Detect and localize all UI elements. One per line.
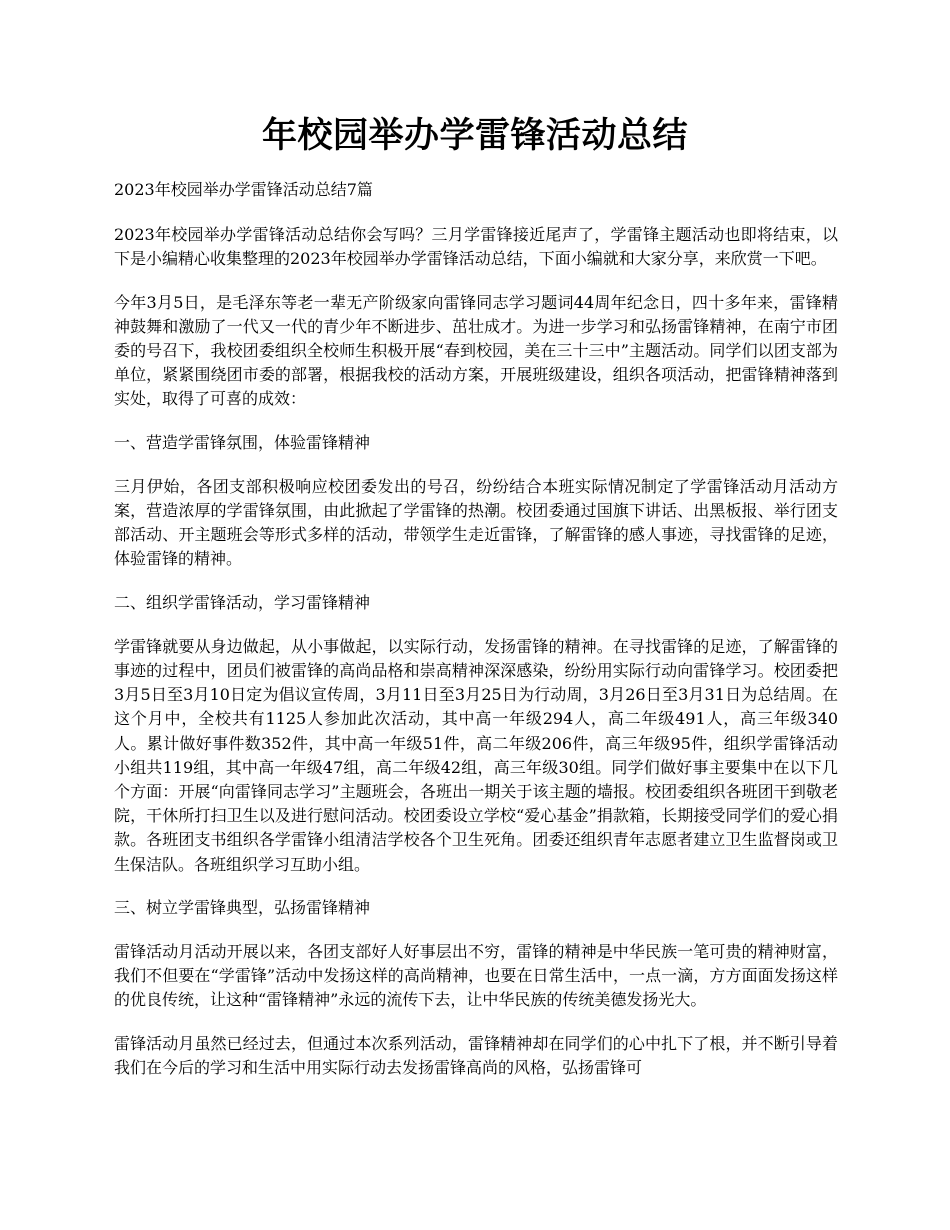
section-body-3: 雷锋活动月活动开展以来，各团支部好人好事层出不穷，雷锋的精神是中华民族一笔可贵的精神财富，我们不但要在“学雷锋”活动中发扬这样的高尚精神，也要在日常生活中，一点一滴，方方面面发扬这样的优良传统，让这种“雷锋精神”永远的流传下去，让中华民族的传统美德发扬光大。 (114, 942, 838, 1010)
document-body (114, 178, 838, 1099)
section-heading-2: 二、组织学雷锋活动，学习雷锋精神 (114, 592, 371, 612)
closing-paragraph: 雷锋活动月虽然已经过去，但通过本次系列活动，雷锋精神却在同学们的心中扎下了根，并不断引导着我们在今后的学习和生活中用实际行动去发扬雷锋高尚的风格，弘扬雷锋可 (114, 1033, 838, 1077)
section-body-1: 三月伊始，各团支部积极响应校团委发出的号召，纷纷结合本班实际情况制定了学雷锋活动月活动方案，营造浓厚的学雷锋氛围，由此掀起了学雷锋的热潮。校团委通过国旗下讲话、出黑板报、举行团支部活动、开主题班会等形式多样的活动，带领学生走近雷锋，了解雷锋的感人事迹，寻找雷锋的足迹，体验雷锋的精神。 (114, 476, 838, 569)
opening-paragraph: 今年3月5日，是毛泽东等老一辈无产阶级家向雷锋同志学习题词44周年纪念日，四十多年来，雷锋精神鼓舞和激励了一代又一代的青少年不断进步、茁壮成才。为进一步学习和弘扬雷锋精神，在南宁市团委的号召下，我校团委组织全校师生积极开展“春到校园，美在三十三中”主题活动。同学们以团支部为单位，紧紧围绕团市委的部署，根据我校的活动方案，开展班级建设，组织各项活动，把雷锋精神落到实处，取得了可喜的成效： (114, 292, 838, 409)
intro-paragraph: 2023年校园举办学雷锋活动总结你会写吗？三月学雷锋接近尾声了，学雷锋主题活动也即将结束，以下是小编精心收集整理的2023年校园举办学雷锋活动总结，下面小编就和大家分享，来欣赏一下吧。 (114, 225, 838, 269)
section-heading-3: 三、树立学雷锋典型，弘扬雷锋精神 (114, 897, 371, 917)
section-heading-1: 一、营造学雷锋氛围，体验雷锋精神 (114, 432, 371, 452)
document-subtitle: 2023年校园举办学雷锋活动总结7篇 (114, 180, 373, 199)
section-body-2: 学雷锋就要从身边做起，从小事做起，以实际行动，发扬雷锋的精神。在寻找雷锋的足迹，了解雷锋的事迹的过程中，团员们被雷锋的高尚品格和崇高精神深深感染，纷纷用实际行动向雷锋学习。校团委把3月5日至3月10日定为倡议宣传周，3月11日至3月25日为行动周，3月26日至3月31日为总结周。在这个月中，全校共有1125人参加此次活动，其中高一年级294人，高二年级491人，高三年级340人。累计做好事件数352件，其中高一年级51件，高二年级206件，高三年级95件，组织学雷锋活动小组共119组，其中高一年级47组，高二年级42组，高三年级30组。同学们做好事主要集中在以下几个方面：开展“向雷锋同志学习”主题班会，各班出一期关于该主题的墙报。校团委组织各班团干到敬老院，干休所打扫卫生以及进行慰问活动。校团委设立学校“爱心基金”捐款箱，长期接受同学们的爱心捐款。各班团支书组织各学雷锋小组清洁学校各个卫生死角。团委还组织青年志愿者建立卫生监督岗或卫生保洁队。各班组织学习互助小组。 (114, 636, 838, 874)
document-title: 年校园举办学雷锋活动总结 (261, 115, 688, 156)
